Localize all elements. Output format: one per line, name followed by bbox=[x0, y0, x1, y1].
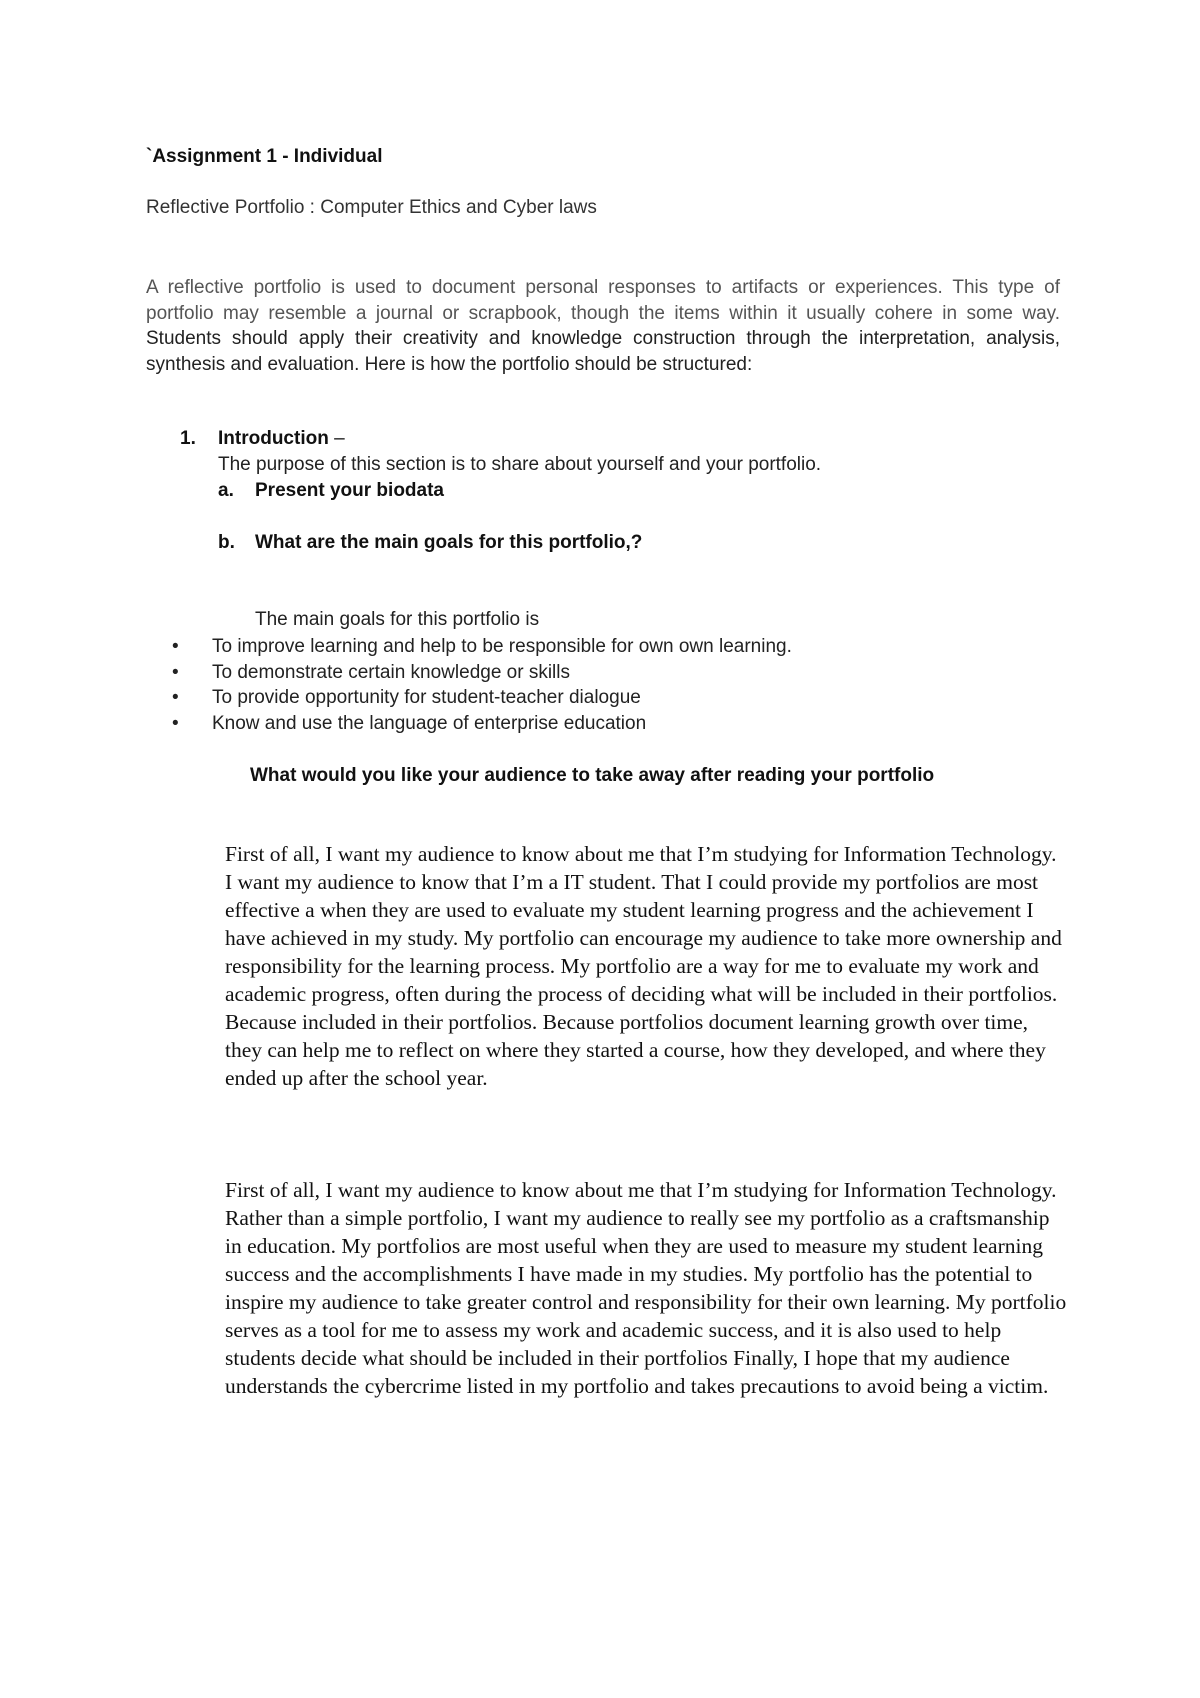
bullet-icon: • bbox=[172, 636, 179, 657]
audience-question: What would you like your audience to take away after reading your portfolio bbox=[250, 765, 935, 786]
subitem-a bbox=[218, 480, 444, 502]
list-item: • To provide opportunity for student-teacher dialogue bbox=[172, 685, 792, 711]
intro-paragraph bbox=[146, 275, 1060, 377]
bullet-icon: • bbox=[172, 687, 179, 708]
answer-paragraph-1: First of all, I want my audience to know about me that I’m studying for Information Technology. I want my audience to know that I’m a IT student. That I could provide my portfolios are most effective a when they are used to evaluate my student learning progress and the achievement I have achieved in my study. My portfolio can encourage my audience to take more ownership and responsibility for the learning process. My portfolio are a way for me to evaluate my work and academic progress, often during the process of deciding what will be included in their portfolios. Because included in their portfolios. Because portfolios document learning growth over time, they can help me to reflect on where they started a course, how they developed, and where they ended up after the school year. bbox=[225, 842, 1062, 1090]
intro-part-2: Students should apply their creativity and knowledge construction through the interpretation, analysis, synthesis and evaluation. Here is how the portfolio should be structured: bbox=[146, 328, 1060, 375]
section-introduction-description: The purpose of this section is to share about yourself and your portfolio. bbox=[218, 454, 822, 475]
list-item: • To demonstrate certain knowledge or skills bbox=[172, 660, 792, 686]
subitem-b bbox=[218, 532, 642, 554]
goals-lead: The main goals for this portfolio is bbox=[255, 609, 540, 630]
section-dash: – bbox=[328, 428, 345, 449]
bullet-icon: • bbox=[172, 712, 179, 734]
subitem-b-number: b. bbox=[218, 532, 235, 553]
intro-part-1: A reflective portfolio is used to document personal responses to artifacts or experiences. This type of portfolio may resemble a journal or scrapbook, though the items within it usually cohere in some way. bbox=[146, 277, 1060, 324]
answer-paragraph-2: First of all, I want my audience to know about me that I’m studying for Information Technology. Rather than a simple portfolio, I want my audience to really see my portfolio as a craftsmanship in education. My portfolios are most useful when they are used to measure my student learning success and the accomplishments I have made in my studies. My portfolio has the potential to inspire my audience to take greater control and responsibility for their own learning. My portfolio serves as a tool for me to assess my work and academic success, and it is also used to help students decide what should be included in their portfolios Finally, I hope that my audience understands the cybercrime listed in my portfolio and takes precautions to avoid being a victim. bbox=[225, 1178, 1067, 1398]
assignment-title: `Assignment 1 - Individual bbox=[146, 146, 383, 167]
assignment-subtitle: Reflective Portfolio : Computer Ethics and Cyber laws bbox=[146, 197, 597, 218]
bullet-icon: • bbox=[172, 661, 179, 683]
list-item: • To improve learning and help to be responsible for own own learning. bbox=[172, 634, 792, 660]
goals-list bbox=[172, 634, 792, 736]
subitem-a-number: a. bbox=[218, 480, 234, 501]
section-label: Introduction bbox=[218, 428, 329, 449]
subitem-a-label: Present your biodata bbox=[255, 480, 444, 501]
list-item: • Know and use the language of enterprise education bbox=[172, 711, 792, 737]
section-number: 1. bbox=[180, 428, 196, 449]
subitem-b-label: What are the main goals for this portfolio,? bbox=[255, 532, 643, 553]
section-introduction-heading bbox=[180, 428, 345, 450]
